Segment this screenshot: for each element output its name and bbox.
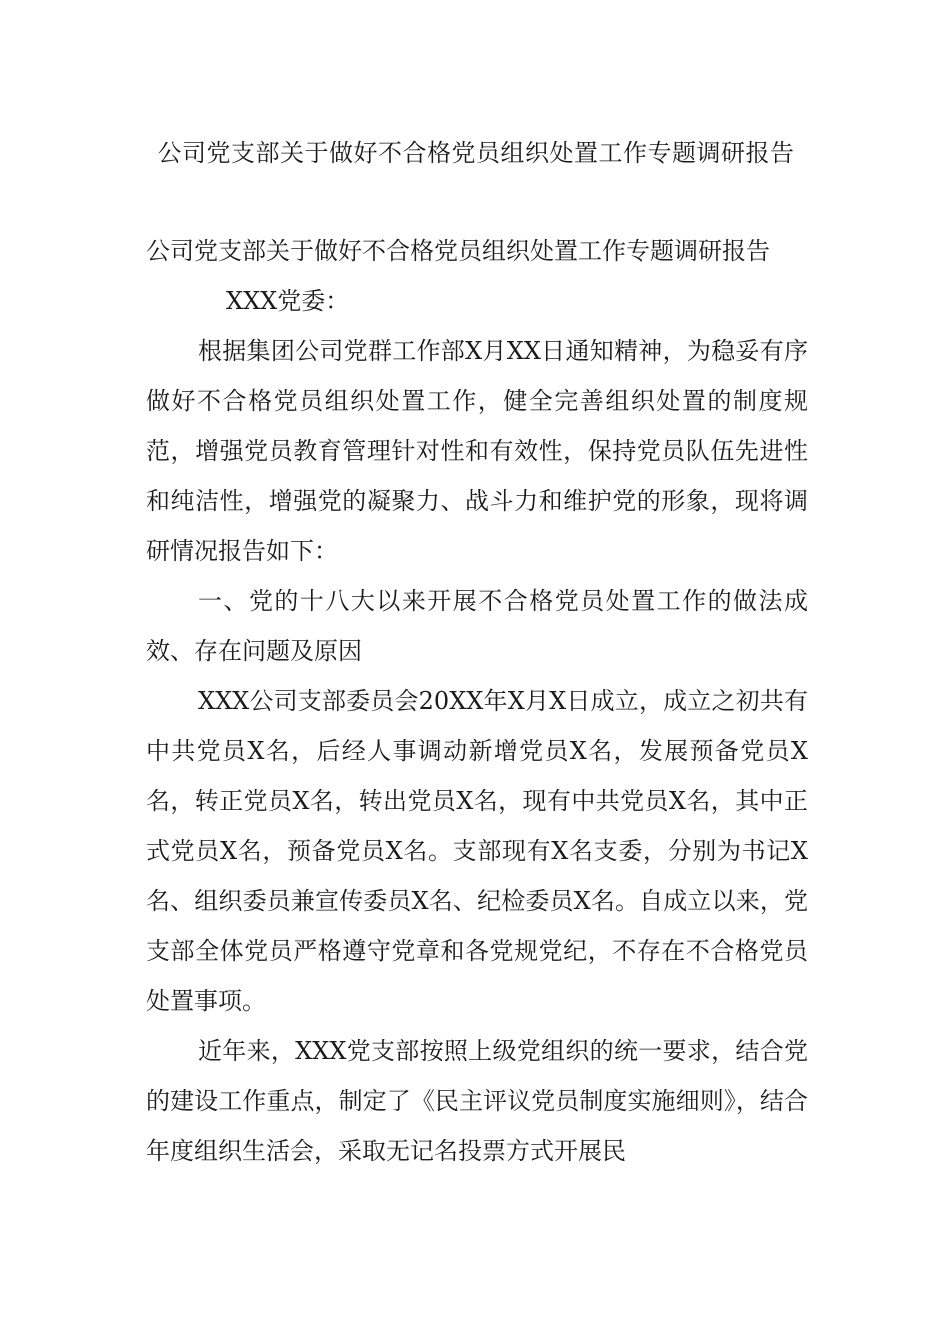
document-body: [146, 226, 808, 1176]
document-subtitle: 公司党支部关于做好不合格党员组织处置工作专题调研报告: [146, 237, 770, 265]
paragraph-recent-work: 近年来，XXX党支部按照上级党组织的统一要求，结合党的建设工作重点，制定了《民主评议党员制度实施细则》，结合年度组织生活会，采取无记名投票方式开展民: [146, 1037, 808, 1165]
salutation: XXX党委：: [226, 287, 350, 315]
paragraph-intro: 根据集团公司党群工作部X月XX日通知精神，为稳妥有序做好不合格党员组织处置工作，健全完善组织处置的制度规范，增强党员教育管理针对性和有效性，保持党员队伍先进性和纯洁性，增强党的凝聚力、战斗力和维护党的形象，现将调研情况报告如下：: [146, 337, 808, 565]
document-title: 公司党支部关于做好不合格党员组织处置工作专题调研报告: [157, 139, 795, 167]
section-heading-1: 一、党的十八大以来开展不合格党员处置工作的做法成效、存在问题及原因: [146, 587, 808, 665]
paragraph-branch-overview: XXX公司支部委员会20XX年X月X日成立，成立之初共有中共党员X名，后经人事调动新增党员X名，发展预备党员X名，转正党员X名，转出党员X名，现有中共党员X名，其中正式党员X名，预备党员X名。支部现有X名支委，分别为书记X名、组织委员兼宣传委员X名、纪检委员X名。自成立以来，党支部全体党员严格遵守党章和各党规党纪，不存在不合格党员处置事项。: [146, 687, 808, 1015]
